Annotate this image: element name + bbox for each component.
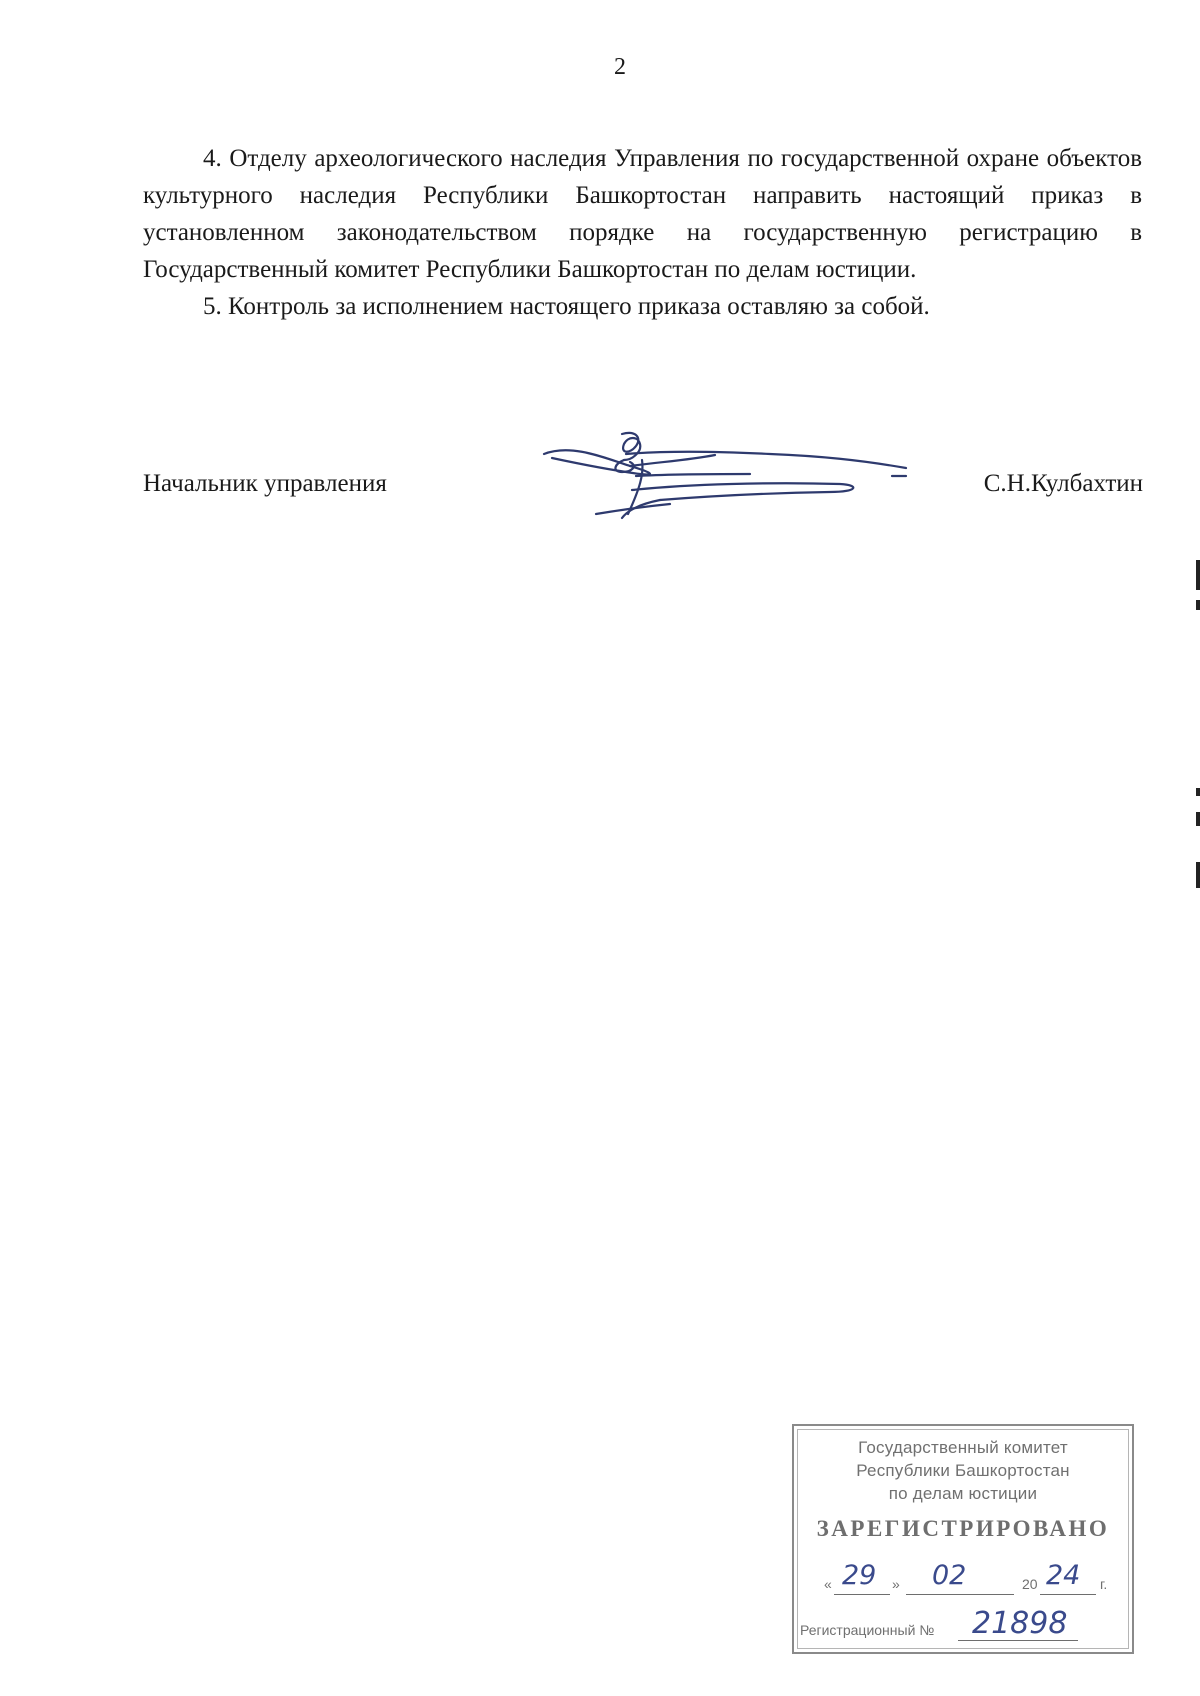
- stamp-year-line: [1040, 1594, 1096, 1595]
- stamp-year-suffix: 24: [1046, 1560, 1081, 1591]
- stamp-status: ЗАРЕГИСТРИРОВАНО: [816, 1516, 1110, 1541]
- order-body: [143, 140, 1142, 325]
- stamp-close-quote: »: [892, 1576, 900, 1592]
- stamp-open-quote: «: [824, 1576, 832, 1592]
- edge-mark: [1196, 600, 1200, 610]
- page-number: 2: [614, 54, 626, 80]
- stamp-day: 29: [842, 1560, 877, 1591]
- stamp-day-line: [834, 1594, 890, 1595]
- paragraph-4: 4. Отделу археологического наследия Управления по государственной охране объектов культурного наследия Республики Башкортостан направить настоящий приказ в установленном законодательством порядке на государственную регистрацию в Государственный комитет Республики Башкортостан по делам юстиции.: [143, 145, 1142, 283]
- signer-position: Начальник управления: [143, 470, 387, 497]
- stamp-reg-number: 21898: [972, 1606, 1068, 1641]
- stamp-org-line: Государственный комитет: [858, 1438, 1068, 1457]
- stamp-month: 02: [932, 1560, 967, 1591]
- edge-mark: [1196, 788, 1200, 796]
- handwritten-signature: [540, 430, 920, 540]
- registration-stamp: [792, 1424, 1134, 1654]
- edge-mark: [1196, 862, 1200, 888]
- stamp-year-unit: г.: [1100, 1576, 1108, 1592]
- stamp-registration: [800, 1606, 1120, 1646]
- stamp-year-prefix: 20: [1022, 1576, 1038, 1592]
- stamp-organization: [794, 1436, 1132, 1505]
- stamp-reg-label: Регистрационный №: [800, 1622, 935, 1638]
- stamp-date: [824, 1560, 1124, 1598]
- stamp-org-line: Республики Башкортостан: [856, 1461, 1070, 1480]
- stamp-org-line: по делам юстиции: [888, 1484, 1038, 1503]
- edge-mark: [1196, 812, 1200, 826]
- stamp-month-line: [906, 1594, 1014, 1595]
- signer-name: С.Н.Кулбахтин: [983, 470, 1143, 497]
- paragraph-5: 5. Контроль за исполнением настоящего приказа оставляю за собой.: [203, 293, 930, 320]
- edge-mark: [1196, 560, 1200, 590]
